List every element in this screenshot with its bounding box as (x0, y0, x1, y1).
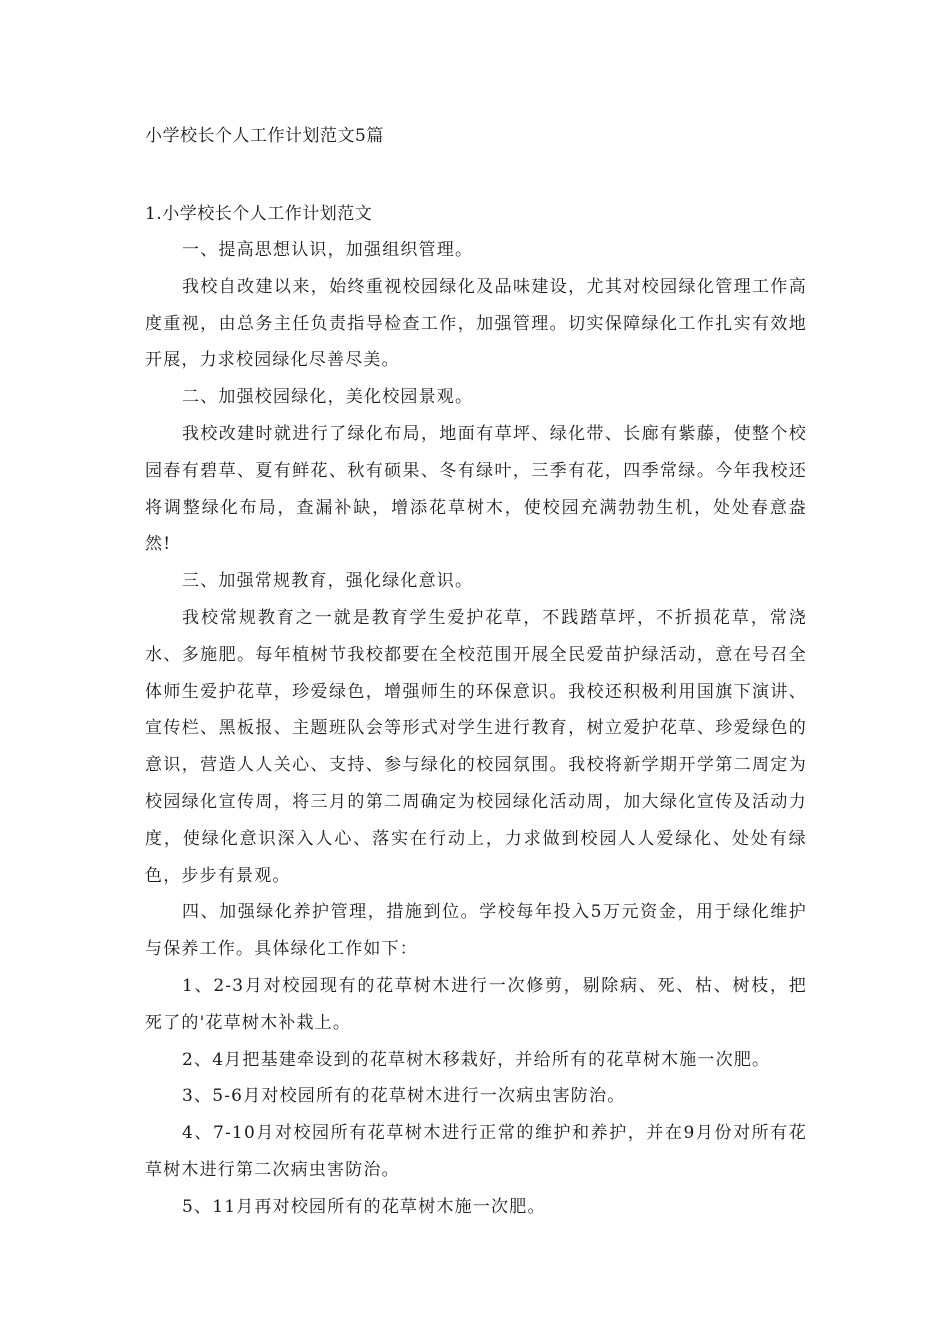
list-item-4: 4、7-10月对校园所有花草树木进行正常的维护和养护，并在9月份对所有花草树木进行第二次病虫害防治。 (145, 1123, 807, 1180)
paragraph-3: 我校常规教育之一就是教育学生爱护花草，不践踏草坪，不折损花草，常浇水、多施肥。每年植树节我校都要在全校范围开展全民爱苗护绿活动，意在号召全体师生爱护花草，珍爱绿色，增强师生的环保意识。我校还积极利用国旗下演讲、宣传栏、黑板报、主题班队会等形式对学生进行教育，树立爱护花草、珍爱绿色的意识，营造人人关心、支持、参与绿化的校园氛围。我校将新学期开学第二周定为校园绿化宣传周，将三月的第二周确定为校园绿化活动周，加大绿化宣传及活动力度，使绿化意识深入人心、落实在行动上，力求做到校园人人爱绿化、处处有绿色，步步有景观。 (145, 607, 807, 886)
list-item-5: 5、11月再对校园所有的花草树木施一次肥。 (182, 1196, 546, 1217)
document-title: 小学校长个人工作计划范文5篇 (145, 126, 384, 146)
heading-4: 四、加强绿化养护管理，措施到位。学校每年投入5万元资金，用于绿化维护与保养工作。具体绿化工作如下： (145, 902, 807, 960)
paragraph-2: 我校改建时就进行了绿化布局，地面有草坪、绿化带、长廊有紫藤，使整个校园春有碧草、夏有鲜花、秋有硕果、冬有绿叶，三季有花，四季常绿。今年我校还将调整绿化布局，查漏补缺，增添花草树木，使校园充满勃勃生机，处处春意盎然! (145, 423, 807, 555)
list-item-3: 3、5-6月对校园所有的花草树木进行一次病虫害防治。 (182, 1086, 626, 1107)
heading-3: 三、加强常规教育，强化绿化意识。 (182, 571, 474, 592)
list-item-2: 2、4月把基建牵设到的花草树木移栽好，并给所有的花草树木施一次肥。 (182, 1049, 771, 1070)
heading-1: 一、提高思想认识，加强组织管理。 (182, 240, 474, 260)
document-page (145, 118, 807, 1226)
list-item-1: 1、2-3月对校园现有的花草树木进行一次修剪，剔除病、死、枯、树枝，把死了的'花草树木补栽上。 (145, 975, 807, 1033)
heading-2: 二、加强校园绿化，美化校园景观。 (182, 387, 474, 408)
paragraph-1: 我校自改建以来，始终重视校园绿化及品味建设，尤其对校园绿化管理工作高度重视，由总务主任负责指导检查工作，加强管理。切实保障绿化工作扎实有效地开展，力求校园绿化尽善尽美。 (145, 276, 807, 371)
section-title: 1.小学校长个人工作计划范文 (145, 204, 373, 224)
